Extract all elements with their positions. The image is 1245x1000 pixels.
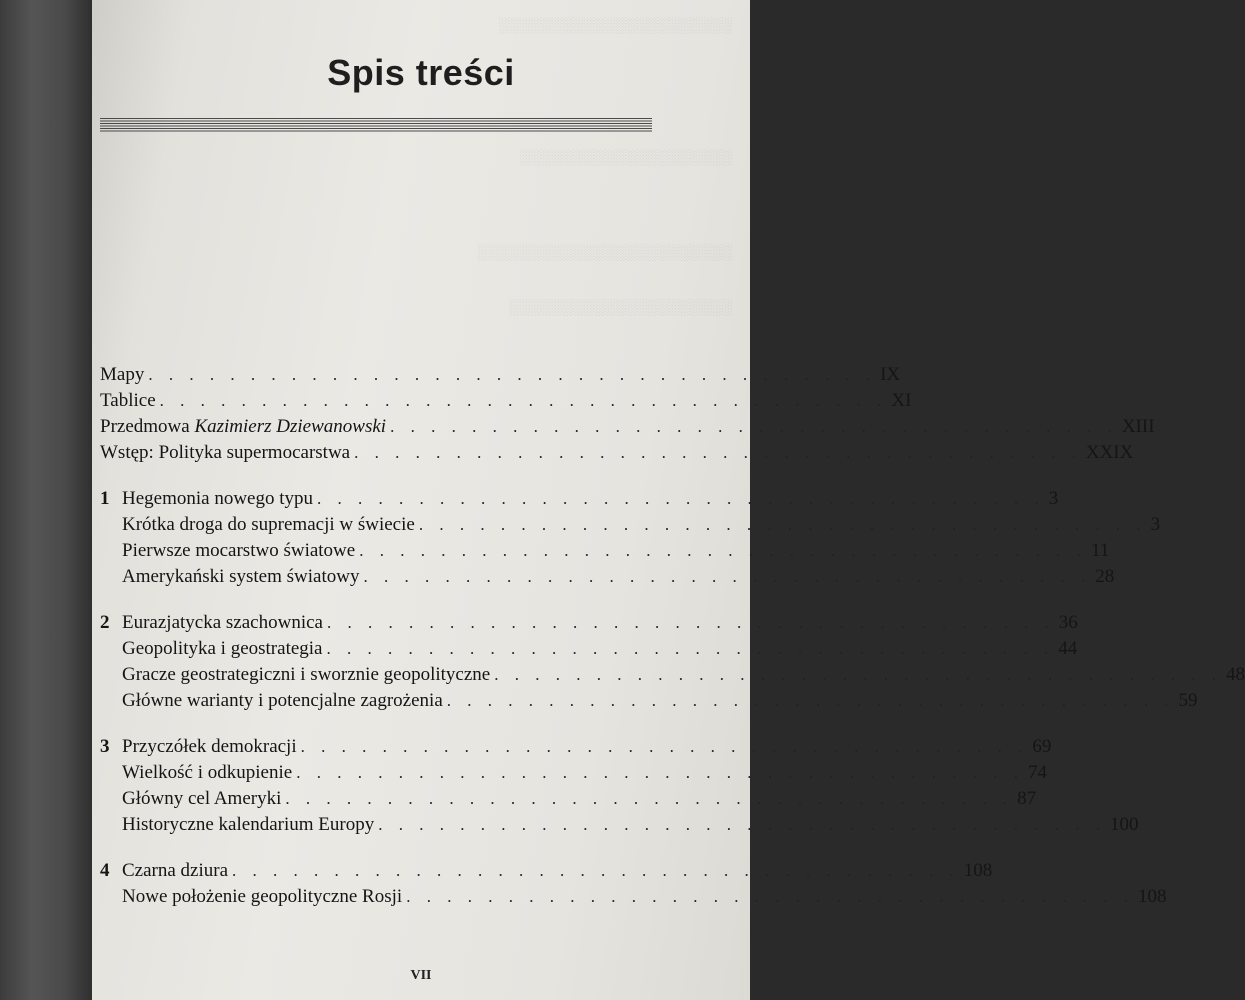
section-title: Geopolityka i geostrategia [122, 638, 323, 659]
section-title: Nowe położenie geopolityczne Rosji [122, 886, 403, 907]
leader-dots: . . . . . . . . . . . . . . . . . . . . . . . . . . . . . . . . . . . . [296, 763, 1024, 782]
toc-page-number: IX [880, 364, 901, 385]
leader-dots: . . . . . . . . . . . . . . . . . . . . . . . . . . . . . . . . . . . . [359, 541, 1087, 560]
chapter-number: 4 [100, 860, 110, 881]
section-title: Gracze geostrategiczni i sworznie geopolityczne [122, 664, 491, 685]
section-title: Historyczne kalendarium Europy [122, 814, 375, 835]
toc-section-entry [100, 564, 1115, 590]
book-page [92, 0, 1245, 1000]
leader-dots: . . . . . . . . . . . . . . . . . . . . . . . . . . . . . . . . . . . . [159, 391, 888, 410]
toc-page-number: XXIX [1085, 442, 1134, 463]
toc-front-entry [100, 440, 1134, 466]
leader-dots: . . . . . . . . . . . . . . . . . . . . . . . . . . . . . . . . . . . . [378, 815, 1106, 834]
book-spine-shadow [0, 0, 92, 1000]
toc-entry-label: Wstęp: Polityka supermocarstwa [100, 442, 351, 463]
toc-page-number: 69 [1032, 736, 1052, 757]
toc-page-number: 87 [1017, 788, 1037, 809]
chapter-number: 1 [100, 488, 110, 509]
toc-page-number: 100 [1109, 814, 1139, 835]
toc-page-number: 36 [1058, 612, 1078, 633]
toc-page-number: 11 [1090, 540, 1110, 561]
section-title: Krótka droga do supremacji w świecie [122, 514, 415, 535]
chapter-number: 3 [100, 736, 110, 757]
toc-chapter-entry [100, 486, 1059, 512]
chapter-number: 2 [100, 612, 110, 633]
toc-section-entry [100, 636, 1078, 662]
toc-section-entry [100, 512, 1161, 538]
section-title: Amerykański system światowy [122, 566, 360, 587]
toc-entry-label: Tablice [100, 390, 156, 411]
toc-section-entry [100, 760, 1047, 786]
bleed-through-text: ░░░░░░░░░░░░░░░░░░░░░░ [498, 18, 732, 34]
toc-page-number: 44 [1058, 638, 1078, 659]
bleed-through-text: ░░░░░░░░░░░░░░░░░░░░░ [508, 300, 732, 316]
toc-page-number: 48 [1225, 664, 1245, 685]
bleed-through-text: ░░░░░░░░░░░░░░░░░░░░░░░░ [476, 245, 732, 261]
leader-dots: . . . . . . . . . . . . . . . . . . . . . . . . . . . . . . . . . . . . [148, 365, 877, 384]
toc-chapter-entry [100, 734, 1052, 760]
leader-dots: . . . . . . . . . . . . . . . . . . . . . . . . . . . . . . . . . . . . [326, 613, 1055, 632]
toc-section-entry [100, 538, 1110, 564]
leader-dots: . . . . . . . . . . . . . . . . . . . . . . . . . . . . . . . . . . . . [494, 665, 1222, 684]
toc-front-entry [100, 388, 912, 414]
toc-entry-label: Mapy [100, 364, 145, 385]
toc-section-entry [100, 812, 1139, 838]
leader-dots: . . . . . . . . . . . . . . . . . . . . . . . . . . . . . . . . . . . . [363, 567, 1092, 586]
section-title: Główne warianty i potencjalne zagrożenia [122, 690, 443, 711]
leader-dots: . . . . . . . . . . . . . . . . . . . . . . . . . . . . . . . . . . . . [285, 789, 1014, 808]
leader-dots: . . . . . . . . . . . . . . . . . . . . . . . . . . . . . . . . . . . . [300, 737, 1029, 756]
toc-front-entry [100, 362, 901, 388]
leader-dots: . . . . . . . . . . . . . . . . . . . . . . . . . . . . . . . . . . . . [354, 443, 1082, 462]
page-title: Spis treści [327, 52, 515, 93]
toc-section-entry [100, 688, 1198, 714]
toc-page-number: 59 [1178, 690, 1198, 711]
toc-front-entry [100, 414, 1155, 440]
leader-dots: . . . . . . . . . . . . . . . . . . . . . . . . . . . . . . . . . . . . [418, 515, 1147, 534]
leader-dots: . . . . . . . . . . . . . . . . . . . . . . . . . . . . . . . . . . . . [317, 489, 1045, 508]
toc-page-number: XIII [1121, 416, 1155, 437]
chapter-title: Przyczółek demokracji [122, 736, 297, 757]
leader-dots: . . . . . . . . . . . . . . . . . . . . . . . . . . . . . . . . . . . . [326, 639, 1055, 658]
title-rule [100, 118, 652, 132]
toc-page-number: 3 [1048, 488, 1059, 509]
table-of-contents [100, 362, 1245, 910]
leader-dots: . . . . . . . . . . . . . . . . . . . . . . . . . . . . . . . . . . . . [232, 861, 960, 880]
chapter-title: Czarna dziura [122, 860, 229, 881]
toc-page-number: 108 [963, 860, 993, 881]
leader-dots: . . . . . . . . . . . . . . . . . . . . . . . . . . . . . . . . . . . . [446, 691, 1175, 710]
toc-page-number: 3 [1150, 514, 1161, 535]
chapter-title: Hegemonia nowego typu [122, 488, 314, 509]
toc-section-entry [100, 884, 1167, 910]
toc-section-entry [100, 786, 1037, 812]
toc-page-number: 28 [1095, 566, 1115, 587]
toc-chapter-entry [100, 858, 993, 884]
toc-section-entry [100, 662, 1245, 688]
section-title: Główny cel Ameryki [122, 788, 282, 809]
leader-dots: . . . . . . . . . . . . . . . . . . . . . . . . . . . . . . . . . . . . [390, 417, 1118, 436]
toc-chapter-entry [100, 610, 1078, 636]
toc-entry-author: Kazimierz Dziewanowski [194, 416, 387, 437]
page-folio: VII [410, 968, 432, 983]
bleed-through-text: ░░░░░░░░░░░░░░░░░░░░ [519, 150, 732, 166]
chapter-title: Eurazjatycka szachownica [122, 612, 323, 633]
toc-page-number: XI [891, 390, 912, 411]
section-title: Wielkość i odkupienie [122, 762, 293, 783]
toc-entry-label: Przedmowa [100, 416, 190, 437]
toc-page-number: 108 [1137, 886, 1167, 907]
leader-dots: . . . . . . . . . . . . . . . . . . . . . . . . . . . . . . . . . . . . [406, 887, 1134, 906]
section-title: Pierwsze mocarstwo światowe [122, 540, 356, 561]
toc-page-number: 74 [1027, 762, 1047, 783]
